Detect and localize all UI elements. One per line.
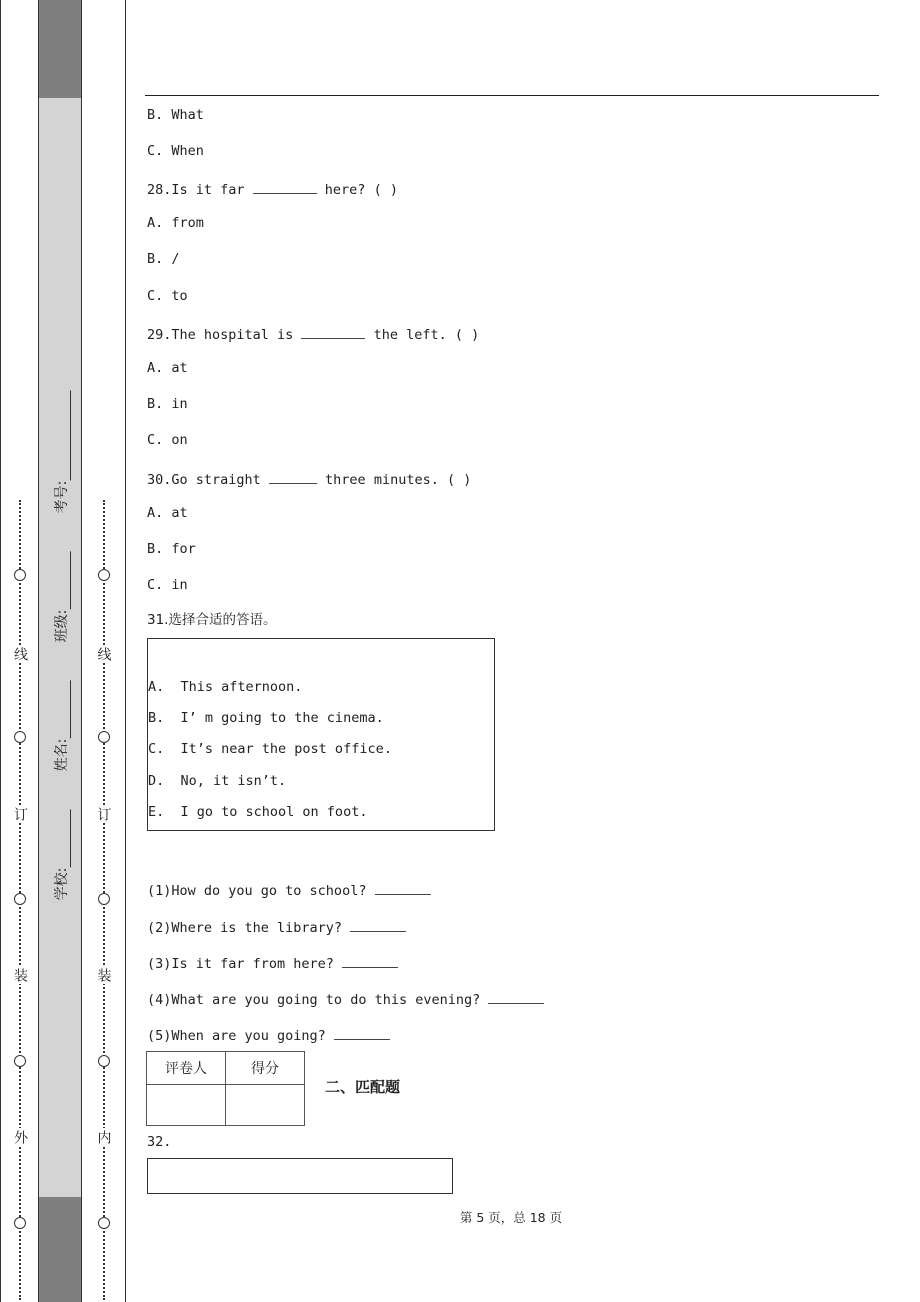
q31-sub-4-blank[interactable] <box>488 990 544 1004</box>
page-footer: 第 5 页，总 18 页 <box>459 1210 563 1225</box>
q29-option-c: C. on <box>147 432 188 448</box>
inner-circle <box>98 569 110 581</box>
question-31: 31.选择合适的答语。 <box>147 612 277 628</box>
q31-box-option-a: A. This afternoon. <box>148 679 303 695</box>
grader-cell[interactable] <box>147 1085 226 1126</box>
q28-option-b: B. / <box>147 251 180 267</box>
q31-sub-5-blank[interactable] <box>334 1026 390 1040</box>
inner-mark-nei: 内 <box>95 1130 112 1144</box>
q29-option-b: B. in <box>147 396 188 412</box>
q28-option-c: C. to <box>147 288 188 304</box>
outer-circle <box>14 569 26 581</box>
outer-mark-wai: 外 <box>12 1130 28 1144</box>
inner-circle <box>98 1055 110 1067</box>
q28-blank[interactable] <box>253 180 317 194</box>
question-28: 28.Is it far here? ( ) <box>147 182 398 198</box>
school-blank[interactable] <box>56 810 71 868</box>
inner-circle <box>98 731 110 743</box>
prev-option-c: C. When <box>147 143 204 159</box>
student-info-strip <box>38 0 82 1302</box>
inner-mark-ding: 订 <box>95 807 112 821</box>
question-32-label: 32. <box>147 1134 172 1150</box>
q29-option-a: A. at <box>147 360 188 376</box>
q32-answer-box[interactable] <box>147 1158 453 1194</box>
q31-box-option-d: D. No, it isn’t. <box>148 773 287 789</box>
outer-mark-zhuang: 装 <box>12 968 28 982</box>
q30-blank[interactable] <box>269 470 317 484</box>
q29-blank[interactable] <box>301 325 365 339</box>
top-dark-block <box>39 0 81 98</box>
prev-option-b: B. What <box>147 107 204 123</box>
exam-number-blank[interactable] <box>56 391 71 481</box>
outer-circle <box>14 731 26 743</box>
section-title: 二、匹配题 <box>325 1078 401 1096</box>
q31-box-option-b: B. I’ m going to the cinema. <box>148 710 384 726</box>
q31-box-option-e: E. I go to school on foot. <box>148 804 368 820</box>
inner-circle <box>98 893 110 905</box>
outer-circle <box>14 1055 26 1067</box>
outer-circle <box>14 893 26 905</box>
outer-binding-strip <box>0 0 39 1302</box>
inner-mark-line: 线 <box>95 647 112 661</box>
name-blank[interactable] <box>56 681 71 739</box>
q31-options-box <box>147 638 495 831</box>
q31-sub-4: (4)What are you going to do this evening? <box>147 990 544 1009</box>
q31-sub-3-blank[interactable] <box>342 954 398 968</box>
class-field[interactable]: 班级: <box>51 552 71 643</box>
school-field[interactable]: 学校: <box>51 810 71 901</box>
score-header: 得分 <box>226 1052 305 1085</box>
q31-box-option-c: C. It’s near the post office. <box>148 741 392 757</box>
exam-number-field[interactable]: 考号: <box>51 391 71 514</box>
score-table <box>146 1051 305 1126</box>
q30-option-c: C. in <box>147 577 188 593</box>
inner-binding-strip <box>82 0 126 1302</box>
q30-option-a: A. at <box>147 505 188 521</box>
outer-mark-line: 线 <box>12 647 28 661</box>
outer-mark-ding: 订 <box>12 807 28 821</box>
header-rule <box>145 95 879 96</box>
q31-sub-2-blank[interactable] <box>350 918 406 932</box>
q28-option-a: A. from <box>147 215 204 231</box>
q31-sub-2: (2)Where is the library? <box>147 918 406 937</box>
q31-sub-1-blank[interactable] <box>375 881 431 895</box>
q31-sub-1: (1)How do you go to school? <box>147 881 431 900</box>
grader-header: 评卷人 <box>147 1052 226 1085</box>
name-field[interactable]: 姓名: <box>51 681 71 772</box>
question-30: 30.Go straight three minutes. ( ) <box>147 472 472 488</box>
q31-sub-5: (5)When are you going? <box>147 1026 390 1045</box>
score-cell[interactable] <box>226 1085 305 1126</box>
inner-mark-zhuang: 装 <box>95 968 112 982</box>
question-29: 29.The hospital is the left. ( ) <box>147 327 480 343</box>
q30-option-b: B. for <box>147 541 196 557</box>
class-blank[interactable] <box>56 552 71 610</box>
q31-sub-3: (3)Is it far from here? <box>147 954 398 973</box>
